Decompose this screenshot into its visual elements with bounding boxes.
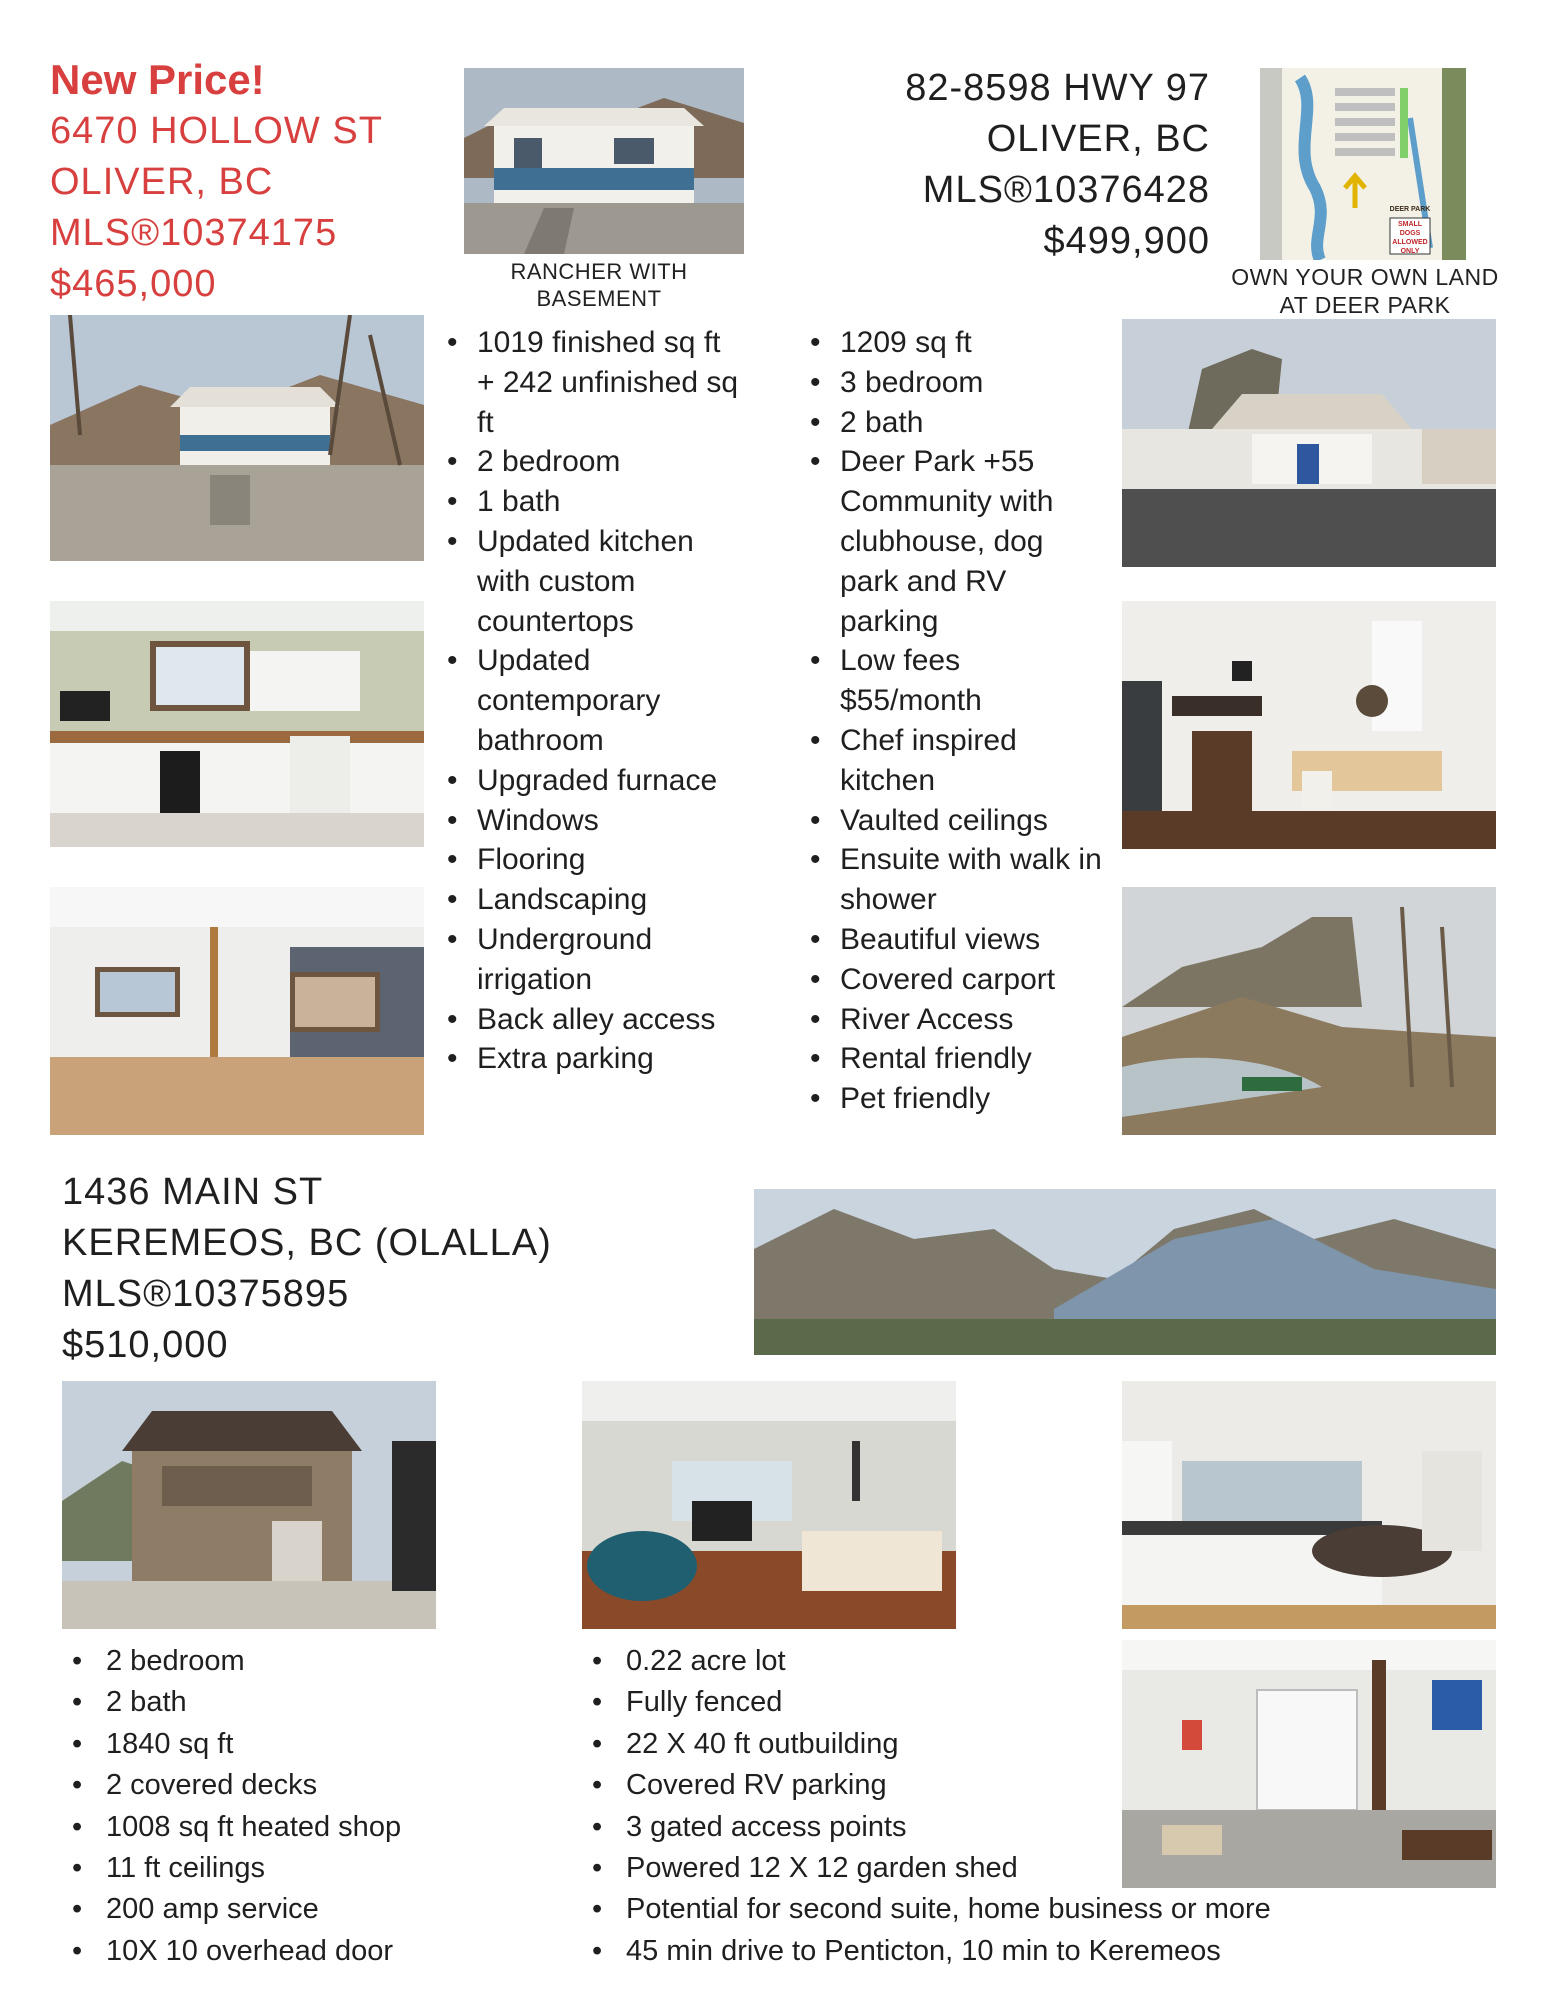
list-item: • Pet friendly [806,1079,1106,1119]
list-item: • 2 bedroom [62,1641,502,1682]
list-item: • 2 covered decks [62,1765,502,1806]
list-item: • Landscaping [443,880,743,920]
listing2-city: OLIVER, BC [986,118,1210,160]
list-item: • Windows [443,801,743,841]
listing2-river-photo [1122,887,1496,1135]
listing1-header [50,54,450,310]
listing2-address: 82-8598 HWY 97 [905,67,1210,109]
list-item: • Flooring [443,840,743,880]
listing2-header [780,63,1210,267]
listing1-thumb-caption: RANCHER WITH BASEMENT [510,259,688,311]
list-item: • Upgraded furnace [443,761,743,801]
deer-park-caption: OWN YOUR OWN LAND AT DEER PARK [1231,264,1499,318]
listing3-address: 1436 MAIN ST [62,1171,324,1213]
list-item: • 2 bedroom [443,442,743,482]
list-item: • 1008 sq ft heated shop [62,1807,502,1848]
list-item: • 10X 10 overhead door [62,1931,502,1972]
list-item: • Beautiful views [806,920,1106,960]
new-price-badge: New Price! [50,56,265,103]
listing1-livingroom-photo [50,887,424,1135]
list-item: • Deer Park +55 Community with clubhouse, dog park and RV parking [806,442,1106,641]
listing1-kitchen-photo [50,601,424,847]
list-item: • Potential for second suite, home business or more [582,1889,1342,1930]
small-dogs-sign: SMALL DOGS ALLOWED ONLY [1392,221,1428,255]
listing1-exterior-thumb [464,68,744,254]
sign-logo: DEER PARK [1389,206,1431,213]
list-item: • Vaulted ceilings [806,801,1106,841]
list-item: • Updated kitchen with custom countertops [443,522,743,641]
list-item: • Extra parking [443,1039,743,1079]
listing3-kitchen-photo [1122,1381,1496,1629]
listing2-mls: MLS®10376428 [922,169,1210,211]
listing3-features-right [582,1641,1342,1972]
listing3-header [62,1167,582,1371]
list-item: • 1209 sq ft [806,323,1106,363]
listing2-exterior-photo [1122,319,1496,567]
listing1-mls: MLS®10374175 [50,212,338,254]
list-item: • 3 bedroom [806,363,1106,403]
list-item: • Back alley access [443,1000,743,1040]
listing2-price: $499,900 [1043,220,1210,262]
list-item: • River Access [806,1000,1106,1040]
listing1-price: $465,000 [50,263,217,305]
list-item: • Updated contemporary bathroom [443,641,743,760]
listing1-city: OLIVER, BC [50,161,274,203]
listing1-exterior-photo [50,315,424,561]
listing1-address: 6470 HOLLOW ST [50,110,383,152]
list-item: • Underground irrigation [443,920,743,1000]
list-item: • 22 X 40 ft outbuilding [582,1724,1342,1765]
list-item: • Low fees $55/month [806,641,1106,721]
listing3-exterior-photo [62,1381,436,1629]
listing1-features [443,323,743,1079]
listing2-features [806,323,1106,1119]
list-item: • 1019 finished sq ft + 242 unfinished sq ft [443,323,743,442]
list-item: • 1840 sq ft [62,1724,502,1765]
list-item: • 45 min drive to Penticton, 10 min to Keremeos [582,1931,1342,1972]
list-item: • 3 gated access points [582,1807,1342,1848]
listing3-livingroom-photo [582,1381,956,1629]
list-item: • Ensuite with walk in shower [806,840,1106,920]
listing3-features-left [62,1641,502,1972]
list-item: • Chef inspired kitchen [806,721,1106,801]
deer-park-map-sign [1260,68,1466,260]
list-item: • 11 ft ceilings [62,1848,502,1889]
list-item: • Covered carport [806,960,1106,1000]
list-item: • Fully fenced [582,1682,1342,1723]
listing3-price: $510,000 [62,1324,229,1366]
list-item: • Powered 12 X 12 garden shed [582,1848,1342,1889]
listing3-city: KEREMEOS, BC (OLALLA) [62,1222,552,1264]
list-item: • Covered RV parking [582,1765,1342,1806]
list-item: • 2 bath [62,1682,502,1723]
list-item: • 1 bath [443,482,743,522]
list-item: • 200 amp service [62,1889,502,1930]
listing3-mountain-panorama [754,1189,1496,1355]
list-item: • 0.22 acre lot [582,1641,1342,1682]
list-item: • Rental friendly [806,1039,1106,1079]
listing2-kitchen-photo [1122,601,1496,849]
listing3-mls: MLS®10375895 [62,1273,350,1315]
list-item: • 2 bath [806,403,1106,443]
